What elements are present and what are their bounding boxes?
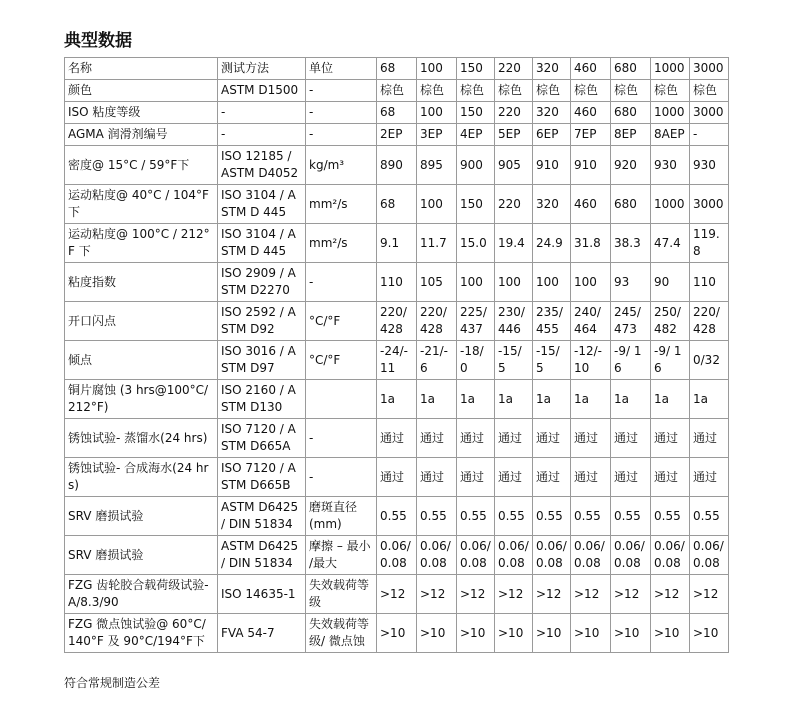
- row-value: >10: [611, 614, 651, 653]
- row-value: 0.55: [495, 497, 533, 536]
- row-value: 3EP: [417, 124, 457, 146]
- row-value: 320: [533, 102, 571, 124]
- row-value: 90: [651, 263, 690, 302]
- row-method: ISO 3016 / ASTM D97: [218, 341, 306, 380]
- row-value: 1a: [690, 380, 729, 419]
- row-unit: [306, 380, 377, 419]
- header-grade: 100: [417, 58, 457, 80]
- row-value: 0.06/ 0.08: [377, 536, 417, 575]
- row-value: 100: [457, 263, 495, 302]
- table-row: [65, 302, 729, 341]
- row-value: 225/ 437: [457, 302, 495, 341]
- row-method: ISO 3104 / ASTM D 445: [218, 185, 306, 224]
- row-value: 930: [690, 146, 729, 185]
- row-value: >12: [417, 575, 457, 614]
- row-value: 460: [571, 185, 611, 224]
- header-method: 测试方法: [218, 58, 306, 80]
- row-value: 通过: [377, 419, 417, 458]
- row-value: 31.8: [571, 224, 611, 263]
- row-value: 8EP: [611, 124, 651, 146]
- row-name: SRV 磨损试验: [65, 536, 218, 575]
- row-value: 棕色: [611, 80, 651, 102]
- row-name: 倾点: [65, 341, 218, 380]
- row-value: 0/32: [690, 341, 729, 380]
- row-value: 15.0: [457, 224, 495, 263]
- row-value: >10: [457, 614, 495, 653]
- row-value: >10: [377, 614, 417, 653]
- row-name: 运动粘度@ 40°C / 104°F 下: [65, 185, 218, 224]
- row-value: 1a: [611, 380, 651, 419]
- row-name: 锈蚀试验- 蒸馏水(24 hrs): [65, 419, 218, 458]
- row-value: 680: [611, 102, 651, 124]
- row-value: 240/ 464: [571, 302, 611, 341]
- table-row: [65, 124, 729, 146]
- row-value: 890: [377, 146, 417, 185]
- row-value: 通过: [495, 419, 533, 458]
- row-value: >12: [377, 575, 417, 614]
- row-value: 105: [417, 263, 457, 302]
- row-method: ISO 7120 / ASTM D665B: [218, 458, 306, 497]
- row-value: 棕色: [495, 80, 533, 102]
- row-value: -24/- 11: [377, 341, 417, 380]
- header-grade: 680: [611, 58, 651, 80]
- row-value: >10: [417, 614, 457, 653]
- row-value: 通过: [690, 419, 729, 458]
- row-method: ISO 2909 / ASTM D2270: [218, 263, 306, 302]
- row-value: 910: [571, 146, 611, 185]
- row-value: 24.9: [533, 224, 571, 263]
- row-value: >10: [495, 614, 533, 653]
- row-value: 460: [571, 102, 611, 124]
- row-name: FZG 微点蚀试验@ 60°C/ 140°F 及 90°C/194°F下: [65, 614, 218, 653]
- row-value: 棕色: [533, 80, 571, 102]
- row-value: >10: [690, 614, 729, 653]
- row-value: 通过: [417, 458, 457, 497]
- row-method: ASTM D6425 / DIN 51834: [218, 536, 306, 575]
- row-value: 110: [690, 263, 729, 302]
- row-unit: 失效载荷等 级: [306, 575, 377, 614]
- row-value: >10: [651, 614, 690, 653]
- row-unit: 磨斑直径 (mm): [306, 497, 377, 536]
- row-value: >12: [533, 575, 571, 614]
- row-value: 119.8: [690, 224, 729, 263]
- header-grade: 220: [495, 58, 533, 80]
- row-value: -21/- 6: [417, 341, 457, 380]
- table-row: [65, 497, 729, 536]
- row-value: 68: [377, 102, 417, 124]
- table-row: [65, 341, 729, 380]
- row-name: 锈蚀试验- 合成海水(24 hrs): [65, 458, 218, 497]
- row-value: 9.1: [377, 224, 417, 263]
- table-row: [65, 536, 729, 575]
- row-method: ISO 7120 / ASTM D665A: [218, 419, 306, 458]
- row-value: 930: [651, 146, 690, 185]
- row-value: 通过: [495, 458, 533, 497]
- row-value: 1a: [651, 380, 690, 419]
- row-value: 通过: [571, 458, 611, 497]
- row-value: -15/ 5: [495, 341, 533, 380]
- row-unit: °C/°F: [306, 341, 377, 380]
- row-value: >12: [651, 575, 690, 614]
- row-method: ISO 2592 / ASTM D92: [218, 302, 306, 341]
- row-value: 6EP: [533, 124, 571, 146]
- row-value: 1a: [571, 380, 611, 419]
- row-value: 100: [533, 263, 571, 302]
- row-value: 1a: [457, 380, 495, 419]
- row-value: 220/ 428: [377, 302, 417, 341]
- table-row: [65, 146, 729, 185]
- row-value: >10: [571, 614, 611, 653]
- row-unit: -: [306, 263, 377, 302]
- row-value: 680: [611, 185, 651, 224]
- row-value: >10: [533, 614, 571, 653]
- row-value: -: [690, 124, 729, 146]
- row-value: 通过: [651, 419, 690, 458]
- row-value: -9/ 16: [651, 341, 690, 380]
- row-value: 19.4: [495, 224, 533, 263]
- row-value: 320: [533, 185, 571, 224]
- row-value: 245/ 473: [611, 302, 651, 341]
- row-value: 棕色: [571, 80, 611, 102]
- row-method: ISO 14635-1: [218, 575, 306, 614]
- row-value: 通过: [533, 419, 571, 458]
- row-value: 100: [417, 185, 457, 224]
- table-row: [65, 380, 729, 419]
- table-row: [65, 263, 729, 302]
- row-value: 0.55: [377, 497, 417, 536]
- row-value: 1a: [417, 380, 457, 419]
- row-value: 棕色: [417, 80, 457, 102]
- table-row: [65, 80, 729, 102]
- row-value: -15/ 5: [533, 341, 571, 380]
- row-value: 1000: [651, 102, 690, 124]
- row-value: 100: [495, 263, 533, 302]
- row-value: 900: [457, 146, 495, 185]
- typical-data-table: [64, 57, 729, 653]
- header-grade: 1000: [651, 58, 690, 80]
- row-value: 100: [571, 263, 611, 302]
- row-value: 38.3: [611, 224, 651, 263]
- row-value: 0.06/ 0.08: [651, 536, 690, 575]
- row-value: 0.06/ 0.08: [495, 536, 533, 575]
- row-value: 0.55: [611, 497, 651, 536]
- row-value: 8AEP: [651, 124, 690, 146]
- row-method: -: [218, 124, 306, 146]
- row-value: 68: [377, 185, 417, 224]
- row-value: 通过: [571, 419, 611, 458]
- row-value: 895: [417, 146, 457, 185]
- row-value: 150: [457, 185, 495, 224]
- row-name: SRV 磨损试验: [65, 497, 218, 536]
- header-grade: 460: [571, 58, 611, 80]
- row-value: 910: [533, 146, 571, 185]
- header-unit: 单位: [306, 58, 377, 80]
- row-value: 150: [457, 102, 495, 124]
- row-value: 250/ 482: [651, 302, 690, 341]
- row-value: 93: [611, 263, 651, 302]
- row-name: 铜片腐蚀 (3 hrs@100°C/ 212°F): [65, 380, 218, 419]
- row-value: 0.55: [571, 497, 611, 536]
- row-value: 110: [377, 263, 417, 302]
- row-value: 220/ 428: [417, 302, 457, 341]
- row-unit: °C/°F: [306, 302, 377, 341]
- row-name: 密度@ 15°C / 59°F下: [65, 146, 218, 185]
- row-method: -: [218, 102, 306, 124]
- row-value: 1a: [533, 380, 571, 419]
- row-unit: 摩擦 – 最小 /最大: [306, 536, 377, 575]
- row-method: ISO 12185 / ASTM D4052: [218, 146, 306, 185]
- row-value: 235/ 455: [533, 302, 571, 341]
- row-value: 0.55: [651, 497, 690, 536]
- row-name: ISO 粘度等级: [65, 102, 218, 124]
- row-unit: mm²/s: [306, 185, 377, 224]
- row-value: 220/ 428: [690, 302, 729, 341]
- row-value: 通过: [611, 419, 651, 458]
- row-unit: 失效载荷等 级/ 微点蚀: [306, 614, 377, 653]
- row-value: >12: [571, 575, 611, 614]
- row-value: >12: [495, 575, 533, 614]
- row-value: 920: [611, 146, 651, 185]
- row-value: >12: [690, 575, 729, 614]
- row-value: 通过: [533, 458, 571, 497]
- row-value: 通过: [651, 458, 690, 497]
- row-value: 棕色: [457, 80, 495, 102]
- header-grade: 68: [377, 58, 417, 80]
- row-value: 棕色: [377, 80, 417, 102]
- row-unit: kg/m³: [306, 146, 377, 185]
- row-value: 0.55: [457, 497, 495, 536]
- row-value: -9/ 16: [611, 341, 651, 380]
- table-row: [65, 458, 729, 497]
- row-value: 0.06/ 0.08: [690, 536, 729, 575]
- row-value: -12/- 10: [571, 341, 611, 380]
- table-row: [65, 419, 729, 458]
- table-row: [65, 575, 729, 614]
- row-name: AGMA 润滑剂编号: [65, 124, 218, 146]
- row-value: 1a: [377, 380, 417, 419]
- row-unit: -: [306, 419, 377, 458]
- row-value: >12: [457, 575, 495, 614]
- table-row: [65, 224, 729, 263]
- table-row: [65, 614, 729, 653]
- row-value: 5EP: [495, 124, 533, 146]
- row-unit: -: [306, 102, 377, 124]
- row-value: 棕色: [651, 80, 690, 102]
- row-value: 11.7: [417, 224, 457, 263]
- row-value: 1000: [651, 185, 690, 224]
- header-grade: 150: [457, 58, 495, 80]
- row-value: 2EP: [377, 124, 417, 146]
- row-value: 通过: [611, 458, 651, 497]
- row-name: 粘度指数: [65, 263, 218, 302]
- row-value: 0.06/ 0.08: [533, 536, 571, 575]
- row-name: 开口闪点: [65, 302, 218, 341]
- row-value: 通过: [457, 419, 495, 458]
- row-value: -18/ 0: [457, 341, 495, 380]
- row-value: 3000: [690, 185, 729, 224]
- row-unit: mm²/s: [306, 224, 377, 263]
- footnote: 符合常规制造公差: [64, 676, 161, 690]
- row-value: >12: [611, 575, 651, 614]
- row-value: 905: [495, 146, 533, 185]
- table-row: [65, 185, 729, 224]
- row-method: ASTM D1500: [218, 80, 306, 102]
- row-value: 棕色: [690, 80, 729, 102]
- header-name: 名称: [65, 58, 218, 80]
- row-value: 0.06/ 0.08: [417, 536, 457, 575]
- table-row: [65, 102, 729, 124]
- row-value: 3000: [690, 102, 729, 124]
- row-unit: -: [306, 124, 377, 146]
- row-method: FVA 54-7: [218, 614, 306, 653]
- row-value: 4EP: [457, 124, 495, 146]
- header-grade: 320: [533, 58, 571, 80]
- row-method: ISO 2160 / ASTM D130: [218, 380, 306, 419]
- header-grade: 3000: [690, 58, 729, 80]
- row-value: 0.55: [533, 497, 571, 536]
- row-value: 220: [495, 102, 533, 124]
- row-value: 通过: [377, 458, 417, 497]
- row-unit: -: [306, 458, 377, 497]
- row-value: 220: [495, 185, 533, 224]
- header-row: [65, 58, 729, 80]
- row-name: FZG 齿轮胶合载荷级试验- A/8.3/90: [65, 575, 218, 614]
- row-value: 7EP: [571, 124, 611, 146]
- row-value: 1a: [495, 380, 533, 419]
- row-value: 0.55: [417, 497, 457, 536]
- row-value: 230/ 446: [495, 302, 533, 341]
- row-value: 通过: [457, 458, 495, 497]
- row-unit: -: [306, 80, 377, 102]
- section-title: 典型数据: [64, 31, 132, 51]
- row-method: ISO 3104 / ASTM D 445: [218, 224, 306, 263]
- row-value: 0.06/ 0.08: [457, 536, 495, 575]
- row-value: 0.55: [690, 497, 729, 536]
- row-value: 100: [417, 102, 457, 124]
- row-value: 通过: [417, 419, 457, 458]
- row-value: 通过: [690, 458, 729, 497]
- row-value: 0.06/ 0.08: [611, 536, 651, 575]
- row-name: 运动粘度@ 100°C / 212°F 下: [65, 224, 218, 263]
- row-value: 47.4: [651, 224, 690, 263]
- row-value: 0.06/ 0.08: [571, 536, 611, 575]
- row-method: ASTM D6425 / DIN 51834: [218, 497, 306, 536]
- row-name: 颜色: [65, 80, 218, 102]
